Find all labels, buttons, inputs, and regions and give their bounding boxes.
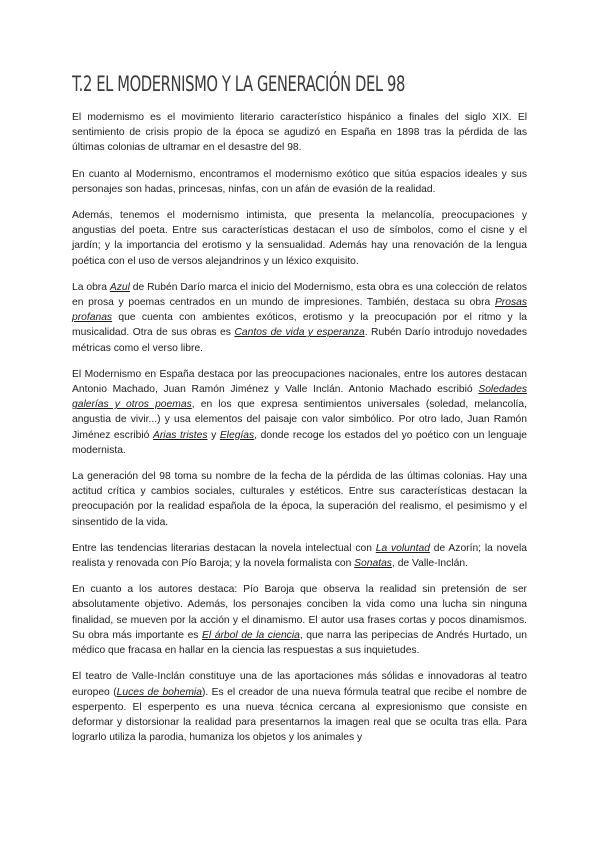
work-title-arbol-ciencia: El árbol de la ciencia [202,629,300,641]
work-title-sonatas: Sonatas [354,558,392,570]
paragraph-ruben-dario: La obra Azul de Rubén Darío marca el inicio del Modernismo, esta obra es una colección de relatos en prosa y poemas centrados en un mundo de impresiones. También, destaca su obra Prosas profanas que cuenta con ambientes exóticos, erotismo y la preocupación por el ritmo y la musicalidad. Otra de sus obras es Cantos de vida y esperanza. Rubén Darío introdujo novedades métricas como el verso libre. [72,281,527,354]
work-title-arias-tristes: Arias tristes [152,429,208,441]
paragraph-intro: El modernismo es el movimiento literario característico hispánico a finales del siglo XIX. El sentimiento de crisis propio de la época se agudizó en España en 1898 tras la pérdida de las últimas colonias de ultramar en el desastre del 98. [72,112,527,154]
work-title-elegias: Elegías [219,429,255,441]
paragraph-modernism-spain: El Modernismo en España destaca por las preocupaciones nacionales, entre los autores destacan Antonio Machado, Juan Ramón Jiménez y Valle Inclán. Antonio Machado escribió Soledades galerías y otros poemas, en los que expresa sentimientos universales (soledad, melancolía, angustia de vivir...) y usa elementos del paisaje con valor simbólico. Por otro lado, Juan Ramón Jiménez escribió Arias tristes y Elegías, donde recoge los estados del yo poético con un lenguaje modernista. [72,368,528,456]
paragraph-generation-98: La generación del 98 toma su nombre de la fecha de la pérdida de las últimas colonias. Hay una actitud crítica y cambios sociales, culturales y estéticos. Entre sus características destacan la preocupación por la realidad española de la época, la superación del realismo, el pesimismo y el sinsentido de la vida. [72,471,527,528]
document-body [72,110,527,756]
paragraph-intimist-modernism: Además, tenemos el modernismo intimista, que presenta la melancolía, preocupaciones y angustias del poeta. Entre sus características destacan el uso de símbolos, como el cisne y el jardín; y la importancia del erotismo y la sensualidad. Además hay una renovación de la lengua poética con el uso de versos alejandrinos y un léxico exquisito. [72,210,527,267]
work-title-prosas-profanas: Prosas profanas [72,297,527,324]
work-title-luces-bohemia: Luces de bohemia [116,686,202,698]
work-title-la-voluntad: La voluntad [375,542,430,554]
work-title-soledades: Soledades galerías y otros poemas [72,384,527,411]
work-title-azul: Azul [109,281,130,293]
paragraph-novel-trends: Entre las tendencias literarias destacan la novela intelectual con La voluntad de Azorín; la novela realista y renovada con Pío Baroja; y la novela formalista con Sonatas, de Valle-Inclán. [72,542,527,570]
work-title-cantos: Cantos de vida y esperanza [234,327,365,339]
page-title: T.2 EL MODERNISMO Y LA GENERACIÓN DEL 98 [72,72,405,96]
paragraph-pio-baroja: En cuanto a los autores destaca: Pío Baroja que observa la realidad sin pretensión de ser absolutamente objetivo. Además, los personajes conciben la vida como una lucha sin ninguna finalidad, se mueven por la acción y el dinamismo. El autor usa frases cortas y pocos dinamismos. Su obra más importante es El árbol de la ciencia, que narra las peripecias de Andrés Hurtado, un médico que fracasa en hallar en la ciencia las respuestas a sus inquietudes. [72,584,528,657]
paragraph-exotic-modernism: En cuanto al Modernismo, encontramos el modernismo exótico que sitúa espacios ideales y sus personajes son hadas, princesas, ninfas, con un afán de evasión de la realidad. [72,168,527,195]
paragraph-valle-inclan: El teatro de Valle-Inclán constituye una de las aportaciones más sólidas e innovadoras al teatro europeo (Luces de bohemia). Es el creador de una nueva fórmula teatral que recibe el nombre de esperpento. El esperpento es una nueva técnica cercana al expresionismo que consiste en deformar y distorsionar la realidad para presentarnos la imagen real que se oculta tras ella. Para lograrlo utiliza la parodia, humaniza los objetos y los animales y [72,671,527,744]
